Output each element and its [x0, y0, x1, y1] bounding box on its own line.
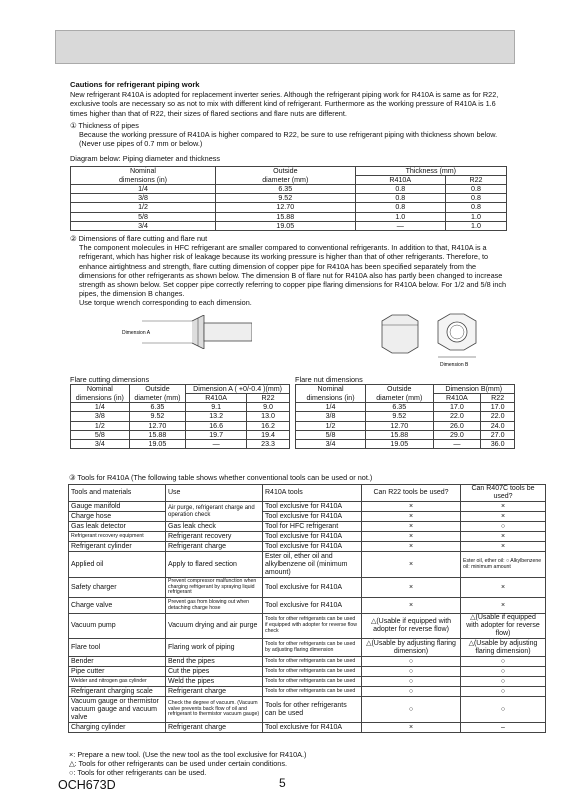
table-cell: 22.0 — [433, 412, 481, 421]
table-row — [296, 421, 515, 430]
table-cell: Air purge, refrigerant charge and operation check — [166, 502, 263, 522]
table-cell: Outside — [129, 384, 186, 393]
table-cell: Cut the pipes — [166, 667, 263, 677]
table-cell: R22 — [481, 394, 515, 403]
table-cell: Welder and nitrogen gas cylinder — [69, 677, 166, 687]
table-cell: Dimension A ( +0/-0.4 )(mm) — [186, 384, 290, 393]
intro-paragraph: New refrigerant R410A is adopted for replacement inverter series. Although the refrigerant piping work for R410A is same as for R22, exclusive tools are necessary so as not to mix with different kind of refrigerant. Furthermore as the working pressure of R410A is 1.6 times higher than that of R22, their sizes of flared sections and flare nuts are different. — [70, 90, 499, 118]
table-cell: 1/4 — [71, 403, 130, 412]
th-outside2: diameter (mm) — [216, 175, 356, 184]
table-cell: Vacuum drying and air purge — [166, 614, 263, 639]
table-cell: 0.8 — [355, 203, 445, 212]
table-cell: Safety charger — [69, 578, 166, 598]
table-cell: ○ — [461, 687, 546, 697]
table-cell: Refrigerant charge — [166, 723, 263, 733]
header-band — [55, 30, 515, 64]
table-cell: 12.70 — [129, 421, 186, 430]
tools-table — [68, 484, 546, 733]
table-row — [71, 430, 290, 439]
table-cell: Tool exclusive for R410A — [263, 502, 362, 512]
table-cell: × — [362, 542, 461, 552]
table-cell: 1/4 — [71, 185, 216, 194]
table-cell: R22 — [247, 394, 290, 403]
figures — [70, 311, 515, 375]
table-cell: 0.8 — [355, 185, 445, 194]
table-row — [69, 522, 546, 532]
legend — [69, 750, 306, 777]
table-cell: 5/8 — [296, 430, 366, 439]
table-cell: △(Usable by adjusting flaring dimension) — [461, 639, 546, 657]
table-cell: 6.35 — [216, 185, 356, 194]
table-cell: 19.05 — [216, 221, 356, 230]
table-cell: ○ — [461, 667, 546, 677]
table-cell: 13.2 — [186, 412, 247, 421]
table-cell: Weld the pipes — [166, 677, 263, 687]
table-cell: Can R22 tools be used? — [362, 485, 461, 502]
table-cell: 3/8 — [71, 412, 130, 421]
table-cell: ○ — [362, 677, 461, 687]
table-cell: × — [362, 532, 461, 542]
table-cell: ○ — [362, 667, 461, 677]
tools-header-row — [69, 485, 546, 502]
table-cell: Ester oil, ether oil: ○ Alkylbenzene oil: minimum amount — [461, 552, 546, 578]
sec3-heading: ③ Tools for R410A (The following table shows whether conventional tools can be used or not.) — [69, 473, 373, 482]
table-cell: Charge hose — [69, 512, 166, 522]
table-row — [69, 657, 546, 667]
table-row — [71, 412, 290, 421]
table-row — [71, 185, 507, 194]
table-cell: △(Usable if equipped with adopter for reverse flow) — [362, 614, 461, 639]
table-cell: 0.8 — [445, 194, 506, 203]
table-row — [296, 403, 515, 412]
table-cell: 12.70 — [216, 203, 356, 212]
table-cell: 9.52 — [366, 412, 433, 421]
flare-nut-figure — [378, 311, 488, 371]
table-cell: dimensions (in) — [296, 394, 366, 403]
table-cell: × — [461, 532, 546, 542]
table-cell: Refrigerant cylinder — [69, 542, 166, 552]
table-cell: 19.7 — [186, 430, 247, 439]
table-cell: △(Usable if equipped with adopter for reverse flow) — [461, 614, 546, 639]
table-cell: Can R407C tools be used? — [461, 485, 546, 502]
sec2-heading: ② Dimensions of flare cutting and flare nut — [70, 234, 208, 244]
table-cell: 9.52 — [216, 194, 356, 203]
table-row — [69, 723, 546, 733]
table-cell: 12.70 — [366, 421, 433, 430]
table-row — [71, 194, 507, 203]
table-cell: Bend the pipes — [166, 657, 263, 667]
table-cell: 3/4 — [71, 440, 130, 449]
sec2-text2: Use torque wrench corresponding to each dimension. — [79, 298, 252, 308]
th-nominal: Nominal — [71, 166, 216, 175]
table-row — [69, 512, 546, 522]
flare-pipe-figure — [122, 315, 252, 349]
table-cell: 9.52 — [129, 412, 186, 421]
table-cell: Tools for other refrigerants can be used — [263, 697, 362, 723]
table-cell: 1/4 — [296, 403, 366, 412]
table-row — [71, 212, 507, 221]
table-cell: 36.0 — [481, 440, 515, 449]
table-cell: Vacuum gauge or thermistor vacuum gauge and vacuum valve — [69, 697, 166, 723]
table-cell: Outside — [366, 384, 433, 393]
table-cell: 6.35 — [366, 403, 433, 412]
table-cell: Tool exclusive for R410A — [263, 532, 362, 542]
table-cell: Refrigerant recovery equipment — [69, 532, 166, 542]
table-cell: R410A tools — [263, 485, 362, 502]
table-cell: diameter (mm) — [129, 394, 186, 403]
table-cell: Tools for other refrigerants can be used — [263, 687, 362, 697]
table-row — [71, 221, 507, 230]
table-row — [69, 639, 546, 657]
nut-caption: Flare nut dimensions — [295, 374, 363, 384]
table-cell: Charging cylinder — [69, 723, 166, 733]
table-cell: 15.88 — [216, 212, 356, 221]
table-cell: 3/4 — [71, 221, 216, 230]
main-content — [70, 80, 515, 449]
table-cell: × — [461, 542, 546, 552]
table-row — [69, 532, 546, 542]
table-row — [71, 440, 290, 449]
table-cell: △(Usable by adjusting flaring dimension) — [362, 639, 461, 657]
table-cell: R410A — [186, 394, 247, 403]
table-cell: 1/2 — [296, 421, 366, 430]
table-cell: Flaring work of piping — [166, 639, 263, 657]
table-row — [69, 552, 546, 578]
table-cell: Tool exclusive for R410A — [263, 598, 362, 614]
table-cell: Tool exclusive for R410A — [263, 512, 362, 522]
table-row — [71, 421, 290, 430]
table-cell: Tools for other refrigerants can be used if equipped with adopter for reverse flow check — [263, 614, 362, 639]
dimension-a-label: Dimension A — [122, 329, 151, 336]
table-cell: ○ — [362, 697, 461, 723]
table-cell: Refrigerant charging scale — [69, 687, 166, 697]
table-cell: 1.0 — [445, 221, 506, 230]
table-cell: 1/2 — [71, 421, 130, 430]
table-cell: × — [362, 723, 461, 733]
table-cell: ○ — [461, 677, 546, 687]
table-cell: ○ — [461, 522, 546, 532]
table-cell: 19.05 — [366, 440, 433, 449]
table-cell: Tool exclusive for R410A — [263, 723, 362, 733]
table-row — [69, 697, 546, 723]
table-cell: – — [461, 723, 546, 733]
table-cell: 0.8 — [445, 203, 506, 212]
thickness-caption: Diagram below: Piping diameter and thickness — [70, 154, 221, 164]
table-cell: Prevent compressor malfunction when charging refrigerant by spraying liquid refrigerant — [166, 578, 263, 598]
table-row — [69, 598, 546, 614]
table-cell: × — [362, 522, 461, 532]
table-cell: 23.3 — [247, 440, 290, 449]
table-cell: ○ — [461, 657, 546, 667]
table-cell: 3/4 — [296, 440, 366, 449]
legend-triangle: △: Tools for other refrigerants can be used under certain conditions. — [69, 759, 288, 768]
table-cell: 1.0 — [355, 212, 445, 221]
th-nominal2: dimensions (in) — [71, 175, 216, 184]
table-cell: ○ — [461, 697, 546, 723]
table-cell: 17.0 — [481, 403, 515, 412]
table-cell: 15.88 — [129, 430, 186, 439]
dimension-b-label: Dimension B — [440, 361, 469, 368]
table-cell: Nominal — [296, 384, 366, 393]
table-cell: 9.1 — [186, 403, 247, 412]
table-cell: × — [461, 502, 546, 512]
table-cell: Nominal — [71, 384, 130, 393]
table-cell: × — [362, 552, 461, 578]
table-cell: 22.0 — [481, 412, 515, 421]
model-number: OCH673D — [58, 778, 116, 792]
table-cell: 1/2 — [71, 203, 216, 212]
table-cell: Tools for other refrigerants can be used by adjusting flaring dimension — [263, 639, 362, 657]
table-cell: × — [461, 578, 546, 598]
page-number: 5 — [279, 776, 286, 790]
table-cell: Use — [166, 485, 263, 502]
th-r22: R22 — [445, 175, 506, 184]
table-cell: Flare tool — [69, 639, 166, 657]
table-cell: 13.0 — [247, 412, 290, 421]
table-cell: 3/8 — [296, 412, 366, 421]
table-cell: 1.0 — [445, 212, 506, 221]
table-row — [69, 502, 546, 512]
table-cell: Refrigerant charge — [166, 687, 263, 697]
table-cell: R410A — [433, 394, 481, 403]
table-cell: 5/8 — [71, 212, 216, 221]
table-cell: 0.8 — [355, 194, 445, 203]
table-cell: — — [433, 440, 481, 449]
sec1-heading: ① Thickness of pipes — [70, 120, 139, 130]
table-row — [71, 203, 507, 212]
table-cell: Dimension B(mm) — [433, 384, 515, 393]
sec2-text: The component molecules in HFC refrigerant are smaller compared to conventional refrigerants. In addition to that, R410A is a refrigerant, which has higher risk of leakage because its working pressure is higher than that of other refrigerants. Therefore, to enhance airtightness and strength, flare cutting dimension of copper pipe for R410A has been specified separately from the dimensions for other refrigerants as shown below. The dimension B of flare nut for R410A also has partly been changed to increase strength as shown below. Set copper pipe correctly referring to copper pipe flaring dimensions for R410A below. For 1/2 and 5/8 inch pipes, the dimension B changes. — [79, 243, 507, 299]
table-row — [69, 542, 546, 552]
flare-cutting-table — [70, 384, 290, 449]
table-cell: Tools for other refrigerants can be used — [263, 657, 362, 667]
th-outside: Outside — [216, 166, 356, 175]
table-cell: Tool exclusive for R410A — [263, 578, 362, 598]
table-cell: — — [186, 440, 247, 449]
table-row — [69, 687, 546, 697]
table-row — [296, 430, 515, 439]
table-row — [69, 667, 546, 677]
table-cell: ○ — [362, 657, 461, 667]
table-row — [71, 403, 290, 412]
table-cell: 19.4 — [247, 430, 290, 439]
table-cell: ○ — [362, 687, 461, 697]
table-cell: × — [461, 512, 546, 522]
table-cell: 5/8 — [71, 430, 130, 439]
table-cell: Tools for other refrigerants can be used — [263, 677, 362, 687]
table-cell: 26.0 — [433, 421, 481, 430]
sec1-text: Because the working pressure of R410A is higher compared to R22, be sure to use refrigerant piping with thickness shown below. (Never use pipes of 0.7 mm or below.) — [79, 130, 498, 149]
table-cell: × — [461, 598, 546, 614]
table-cell: × — [362, 598, 461, 614]
table-cell: Pipe cutter — [69, 667, 166, 677]
table-cell: × — [362, 502, 461, 512]
flare-nut-table — [295, 384, 515, 449]
table-cell: 17.0 — [433, 403, 481, 412]
table-cell: 6.35 — [129, 403, 186, 412]
table-cell: × — [362, 578, 461, 598]
table-row — [69, 677, 546, 687]
table-cell: diameter (mm) — [366, 394, 433, 403]
th-thickness: Thickness (mm) — [355, 166, 506, 175]
table-cell: Prevent gas from blowing out when detaching charge hose — [166, 598, 263, 614]
table-cell: × — [362, 512, 461, 522]
table-cell: — — [355, 221, 445, 230]
table-row — [296, 412, 515, 421]
table-cell: 24.0 — [481, 421, 515, 430]
table-row — [69, 578, 546, 598]
table-cell: Ester oil, ether oil and alkylbenzene oil (minimum amount) — [263, 552, 362, 578]
table-cell: Gas leak detector — [69, 522, 166, 532]
section-title: Cautions for refrigerant piping work — [70, 80, 200, 89]
flare-caption: Flare cutting dimensions — [70, 374, 150, 384]
table-cell: Bender — [69, 657, 166, 667]
table-cell: Vacuum pump — [69, 614, 166, 639]
table-cell: 16.6 — [186, 421, 247, 430]
table-cell: Check the degree of vacuum. (Vacuum valve prevents back flow of oil and refrigerant to thermistor vacuum gauge) — [166, 697, 263, 723]
table-cell: Gauge manifold — [69, 502, 166, 512]
table-cell: 19.05 — [129, 440, 186, 449]
table-cell: Apply to flared section — [166, 552, 263, 578]
th-r410a: R410A — [355, 175, 445, 184]
table-cell: 0.8 — [445, 185, 506, 194]
table-cell: Tool exclusive for R410A — [263, 542, 362, 552]
table-cell: Applied oil — [69, 552, 166, 578]
table-cell: 29.0 — [433, 430, 481, 439]
table-cell: Refrigerant recovery — [166, 532, 263, 542]
table-cell: Tools for other refrigerants can be used — [263, 667, 362, 677]
legend-cross: ×: Prepare a new tool. (Use the new tool as the tool exclusive for R410A.) — [69, 750, 307, 759]
table-cell: Gas leak check — [166, 522, 263, 532]
table-cell: 3/8 — [71, 194, 216, 203]
table-cell: 9.0 — [247, 403, 290, 412]
thickness-table — [70, 166, 507, 231]
table-cell: Charge valve — [69, 598, 166, 614]
table-cell: Tool for HFC refrigerant — [263, 522, 362, 532]
table-cell: Refrigerant charge — [166, 542, 263, 552]
legend-circle: ○: Tools for other refrigerants can be used. — [69, 768, 207, 777]
table-row — [296, 440, 515, 449]
table-cell: 27.0 — [481, 430, 515, 439]
table-cell: 16.2 — [247, 421, 290, 430]
table-cell: 15.88 — [366, 430, 433, 439]
table-cell: Tools and materials — [69, 485, 166, 502]
table-row — [69, 614, 546, 639]
table-cell: dimensions (in) — [71, 394, 130, 403]
